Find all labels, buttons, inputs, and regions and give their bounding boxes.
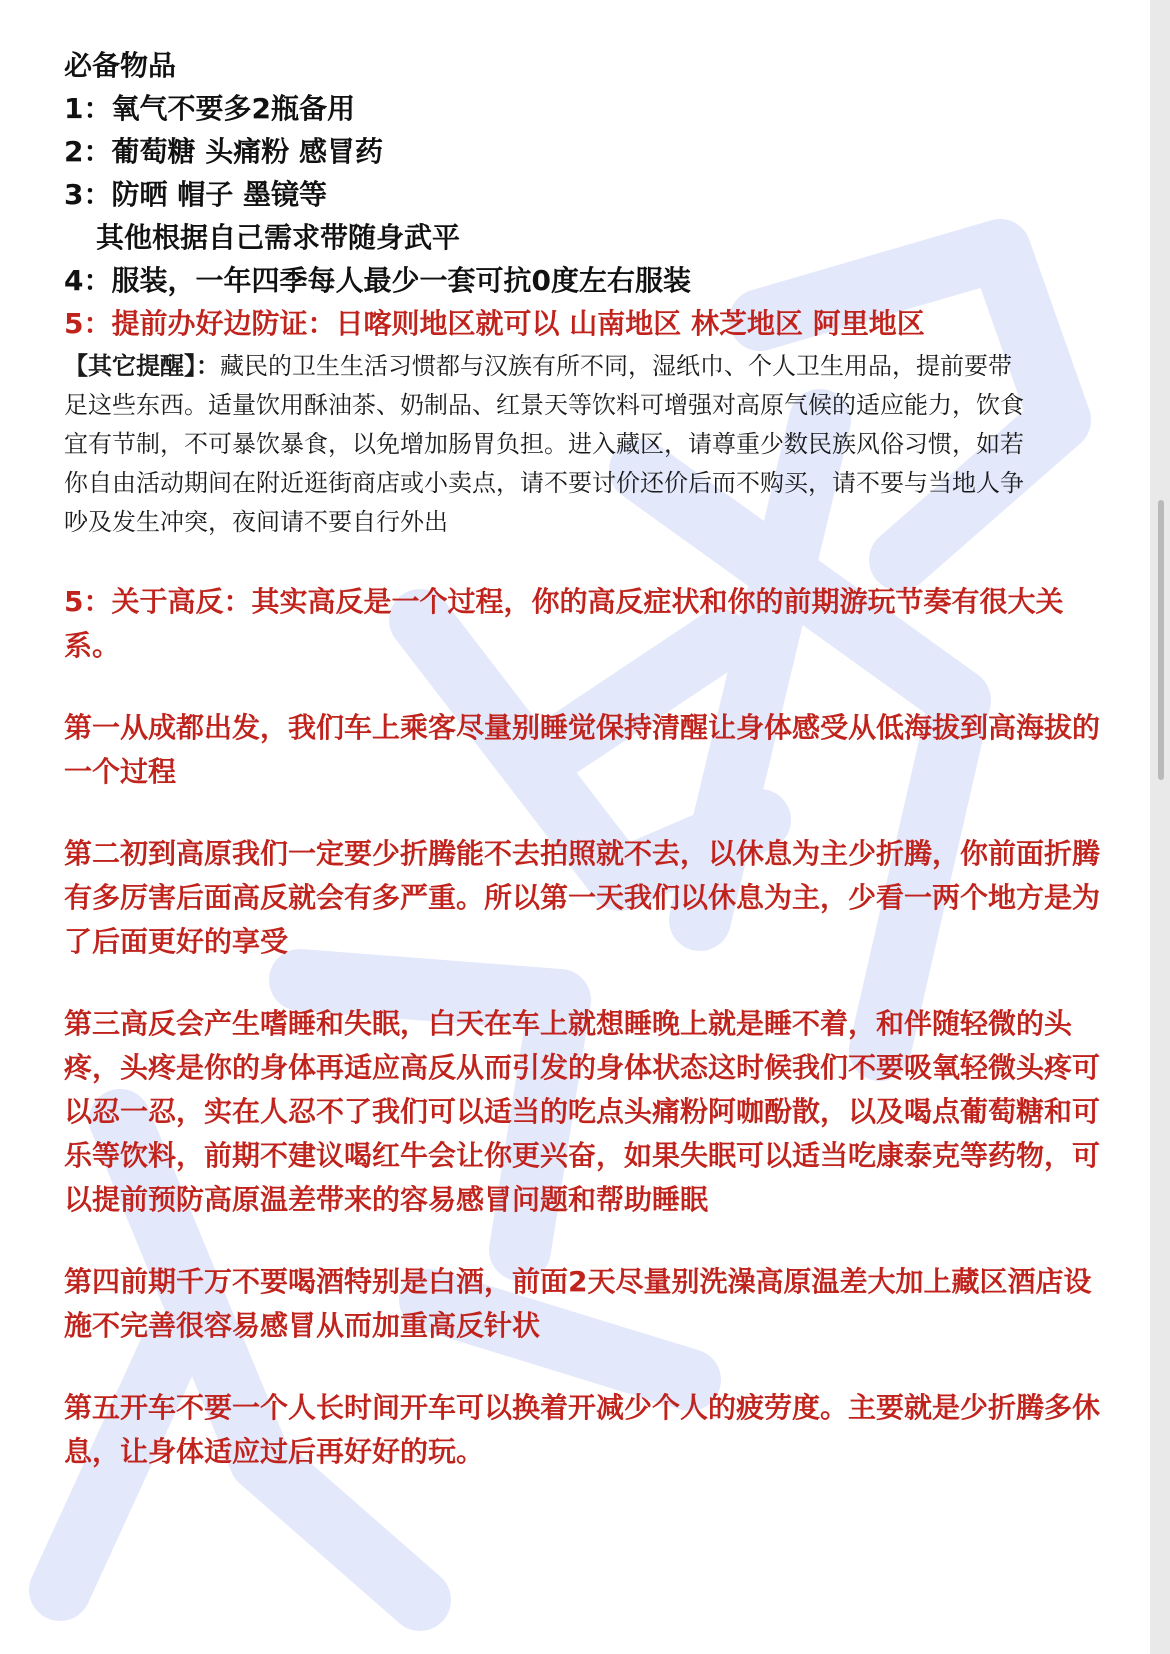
document-content	[64, 44, 1104, 1474]
item-sun-protection: 3：防晒 帽子 墨镜等	[64, 178, 327, 211]
section-title: 必备物品	[64, 49, 177, 82]
item-other-needs: 其他根据自己需求带随身武平	[96, 221, 461, 254]
reminder-text: 藏民的卫生生活习惯都与汉族有所不同，湿纸巾、个人卫生用品，提前要带足这些东西。适量饮用酥油茶、奶制品、红景天等饮料可增强对高原气候的适应能力，饮食宜有节制，不可暴饮暴食，以免增加肠胃负担。进入藏区，请尊重少数民族风俗习惯，如若你自由活动期间在附近逛街商店或小卖点，请不要讨价还价后而不购买，请不要与当地人争吵及发生冲突，夜间请不要自行外出	[64, 352, 1024, 536]
reminder-note	[64, 347, 1024, 542]
vertical-scrollbar[interactable]	[1158, 500, 1164, 780]
tip-third-paragraph: 第三高反会产生嗜睡和失眠，白天在车上就想睡晚上就是睡不着，和伴随轻微的头疼，头疼是你的身体再适应高反从而引发的身体状态这时候我们不要吸氧轻微头疼可以忍一忍，实在人忍不了我们可以适当的吃点头痛粉阿咖酚散，以及喝点葡萄糖和可乐等饮料，前期不建议喝红牛会让你更兴奋，如果失眠可以适当吃康泰克等药物，可以提前预防高原温差带来的容易感冒问题和帮助睡眠	[64, 1007, 1101, 1216]
tip-fourth-paragraph: 第四前期千万不要喝酒特别是白酒，前面2天尽量别洗澡高原温差大加上藏区酒店设施不完善很容易感冒从而加重高反针状	[64, 1265, 1092, 1342]
item-clothing: 4：服装，一年四季每人最少一套可抗0度左右服装	[64, 264, 691, 297]
tip-second-paragraph: 第二初到高原我们一定要少折腾能不去拍照就不去，以休息为主少折腾，你前面折腾有多厉害后面高反就会有多严重。所以第一天我们以休息为主，少看一两个地方是为了后面更好的享受	[64, 837, 1101, 958]
item-medicine: 2：葡萄糖 头痛粉 感冒药	[64, 135, 383, 168]
item-oxygen: 1：氧气不要多2瓶备用	[64, 92, 355, 125]
reminder-label: 【其它提醒】：	[64, 352, 220, 380]
item-border-permit: 5：提前办好边防证：日喀则地区就可以 山南地区 林芝地区 阿里地区	[64, 307, 925, 340]
tip-fifth-paragraph: 第五开车不要一个人长时间开车可以换着开减少个人的疲劳度。主要就是少折腾多休息，让身体适应过后再好好的玩。	[64, 1391, 1101, 1468]
altitude-intro-paragraph: 5：关于高反：其实高反是一个过程，你的高反症状和你的前期游玩节奏有很大关系。	[64, 585, 1064, 662]
tip-first-paragraph: 第一从成都出发，我们车上乘客尽量别睡觉保持清醒让身体感受从低海拔到高海拔的一个过程	[64, 711, 1101, 788]
